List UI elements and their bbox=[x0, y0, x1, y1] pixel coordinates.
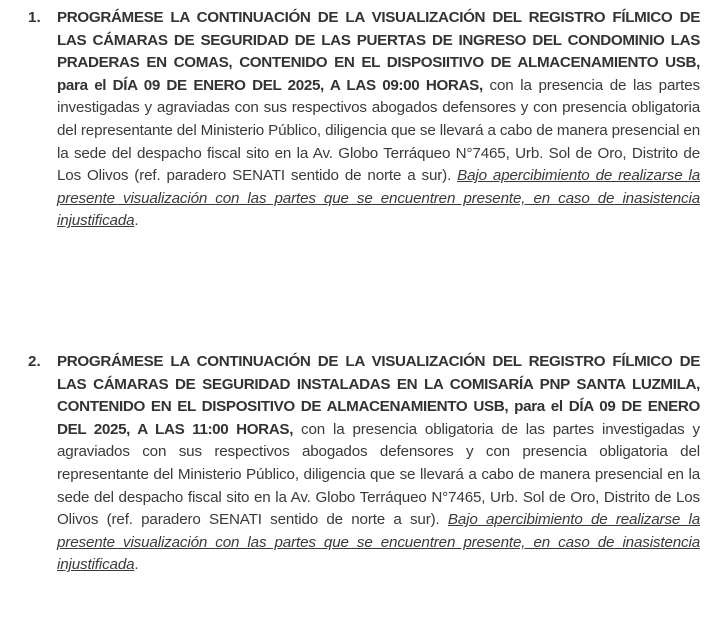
item-heading: PROGRÁMESE LA CONTINUACIÓN DE LA VISUALIZACIÓN DEL REGISTRO FÍLMICO DE LAS CÁMARAS DE SEGURIDAD INSTALADAS EN LA COMISARÍA PNP SANTA LUZMILA, CONTENIDO EN EL DISPOSITIVO DE ALMACENAMIENTO USB, bbox=[57, 353, 700, 416]
list-item-2 bbox=[28, 351, 700, 577]
end-period: . bbox=[134, 212, 139, 230]
para-el-text: para el bbox=[508, 398, 569, 416]
item-number: 2. bbox=[28, 353, 41, 370]
para-el-text: para el bbox=[57, 76, 113, 94]
date-time: DÍA 09 DE ENERO DEL 2025, A LAS 09:00 HORAS, bbox=[112, 76, 483, 94]
list-item-1 bbox=[28, 7, 700, 233]
warning-text: Bajo apercibimiento de realizarse la presente visualización con las partes que se encuentren presente, en caso de inasistencia injustificada bbox=[57, 167, 700, 230]
end-period: . bbox=[134, 556, 139, 574]
item-body bbox=[57, 7, 700, 233]
item-text: con la presencia de las partes investigadas y agraviadas con sus respectivos abogados defensores y con presencia obligatoria del representante del Ministerio Público, diligencia que se llevará a cabo de manera presencial en la sede del despacho fiscal sito en la Av. Globo Terráqueo N°7465, Urb. Sol de Oro, Distrito de Los Olivos (ref. paradero SENATI sentido de norte a sur). bbox=[57, 76, 700, 185]
date-time: DÍA 09 DE ENERO DEL 2025, A LAS 11:00 HORAS, bbox=[57, 398, 700, 438]
item-body bbox=[57, 351, 700, 577]
item-heading: PROGRÁMESE LA CONTINUACIÓN DE LA VISUALIZACIÓN DEL REGISTRO FÍLMICO DE LAS CÁMARAS DE SEGURIDAD DE LAS PUERTAS DE INGRESO DEL CONDOMINIO LAS PRADERAS EN COMAS, CONTENIDO EN EL DISPOSIITIVO DE ALMACENAMIENTO USB, bbox=[57, 9, 700, 72]
item-text: con la presencia obligatoria de las partes investigadas y agraviados con sus respectivos abogados defensores y con presencia obligatoria del representante del Ministerio Público, diligencia que se llevará a cabo de manera presencial en la sede del despacho fiscal sito en la Av. Globo Terráqueo N°7465, Urb. Sol de Oro, Distrito de Los Olivos (ref. paradero SENATI sentido de norte a sur). bbox=[57, 420, 700, 529]
item-number: 1. bbox=[28, 9, 41, 26]
warning-text: Bajo apercibimiento de realizarse la presente visualización con las partes que se encuentren presente, en caso de inasistencia injustificada bbox=[57, 511, 700, 574]
